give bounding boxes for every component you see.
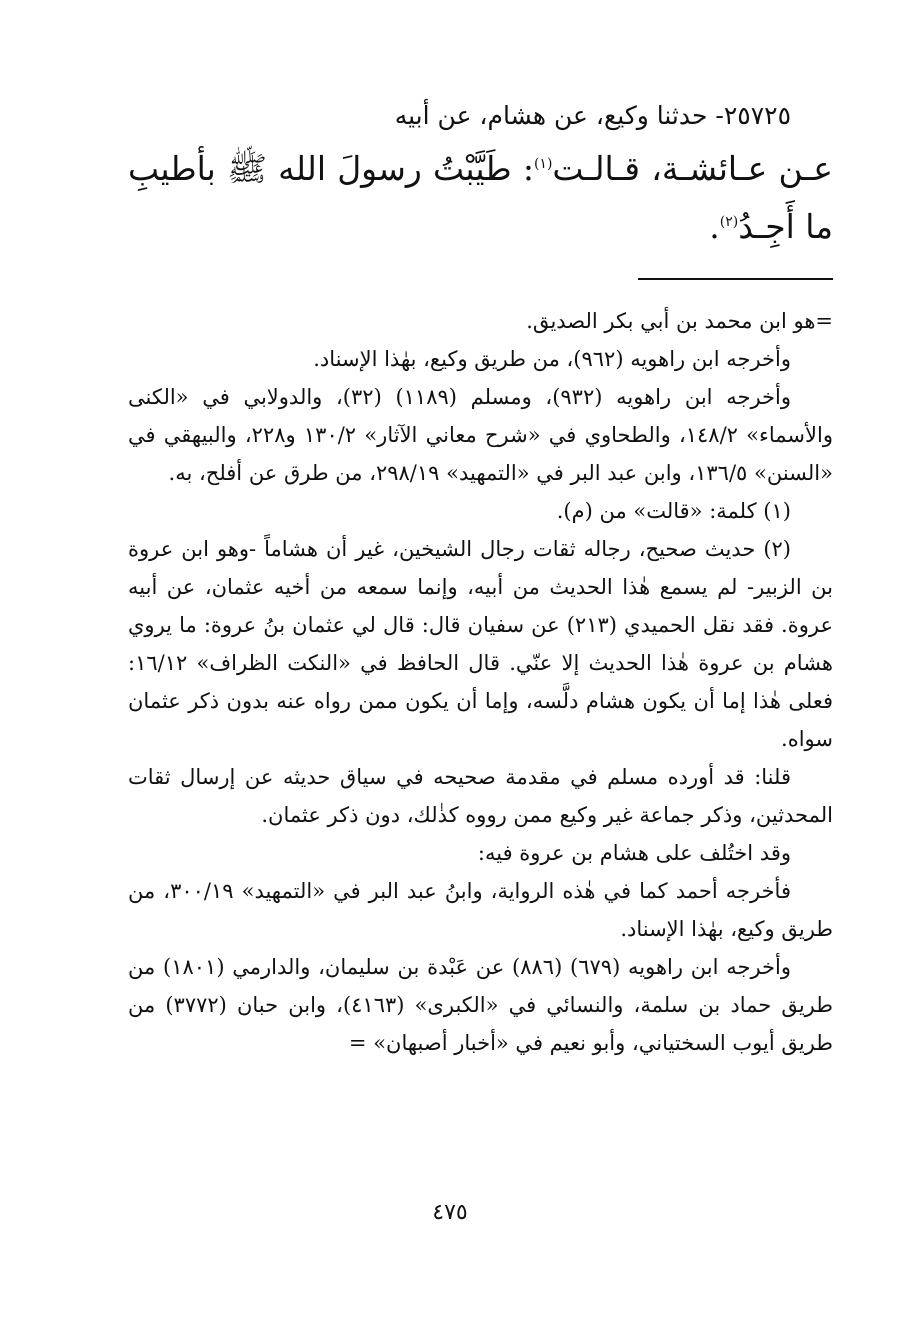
page-number: ٤٧٥ <box>432 1200 468 1225</box>
footnote-ref-1[interactable]: (١) <box>533 156 553 172</box>
footnote-paragraph: وأخرجه ابن راهويه (٩٦٢)، من طريق وكيع، بهٰذا الإسناد. <box>313 347 791 371</box>
footnote-2: (٢) حديث صحيح، رجاله ثقات رجال الشيخين، غير أن هشاماً -وهو ابن عروة بن الزبير- لم يسمع هٰذا الحديث من أبيه، وإنما سمعه من أخيه عثمان، عن أبيه عروة. فقد نقل الحميدي (٢١٣) عن سفيان قال: قال لي عثمان بنُ عروة: ما يروي هشام بن عروة هٰذا الحديث إلا عنّي. قال الحافظ في «النكت الظراف» ١٦/١٢: فعلى هٰذا إما أن يكون هشام دلَّسه، وإما أن يكون ممن رواه عنه بدون ذكر عثمان سواه. <box>128 537 833 751</box>
footnote-paragraph: فأخرجه أحمد كما في هٰذه الرواية، وابنُ عبد البر في «التمهيد» ٣٠٠/١٩، من طريق وكيع، بهٰذا الإسناد. <box>128 879 833 941</box>
page-body <box>128 96 833 1286</box>
footnote-divider <box>638 278 833 280</box>
footnote-paragraph: قلنا: قد أورده مسلم في مقدمة صحيحه في سياق حديثه عن إرسال ثقات المحدثين، وذكر جماعة غير وكيع ممن رووه كذٰلك، دون ذكر عثمان. <box>128 765 833 827</box>
footnotes <box>128 302 833 1062</box>
footnote-1: (١) كلمة: «قالت» من (م). <box>556 499 791 523</box>
footnote-paragraph: وأخرجه ابن راهويه (٩٣٢)، ومسلم (١١٨٩) (٣٢)، والدولابي في «الكنى والأسماء» ١٤٨/٢، والطحاوي في «شرح معاني الآثار» ١٣٠/٢ و٢٢٨، والبيهقي في «السنن» ١٣٦/٥، وابن عبد البر في «التمهيد» ٢٩٨/١٩، من طرق عن أفلح، به. <box>128 385 833 485</box>
footnote-paragraph: وقد اختُلف على هشام بن عروة فيه: <box>477 841 791 865</box>
footnote-paragraph: وأخرجه ابن راهويه (٦٧٩) (٨٨٦) عن عَبْدة بن سليمان، والدارمي (١٨٠١) من طريق حماد بن سلمة، والنسائي في «الكبرى» (٤١٦٣)، وابن حبان (٣٧٧٢) من طريق أيوب السختياني، وأبو نعيم في «أخبار أصبهان» = <box>128 955 833 1055</box>
matn-end: . <box>709 207 720 246</box>
hadith-matn <box>128 140 833 256</box>
matn-part2: : طَيَّبْتُ رسولَ الله ﷺ بأطيبِ ما أَجِـدُ <box>128 149 833 246</box>
footnote-ref-2[interactable]: (٢) <box>719 214 739 230</box>
hadith-header: ٢٥٧٢٥- حدثنا وكيع، عن هشام، عن أبيه <box>394 101 791 130</box>
footnote-continuation: =هو ابن محمد بن أبي بكر الصديق. <box>526 309 833 333</box>
matn-part1: عـن عـائشـة، قـالـت <box>552 149 833 188</box>
